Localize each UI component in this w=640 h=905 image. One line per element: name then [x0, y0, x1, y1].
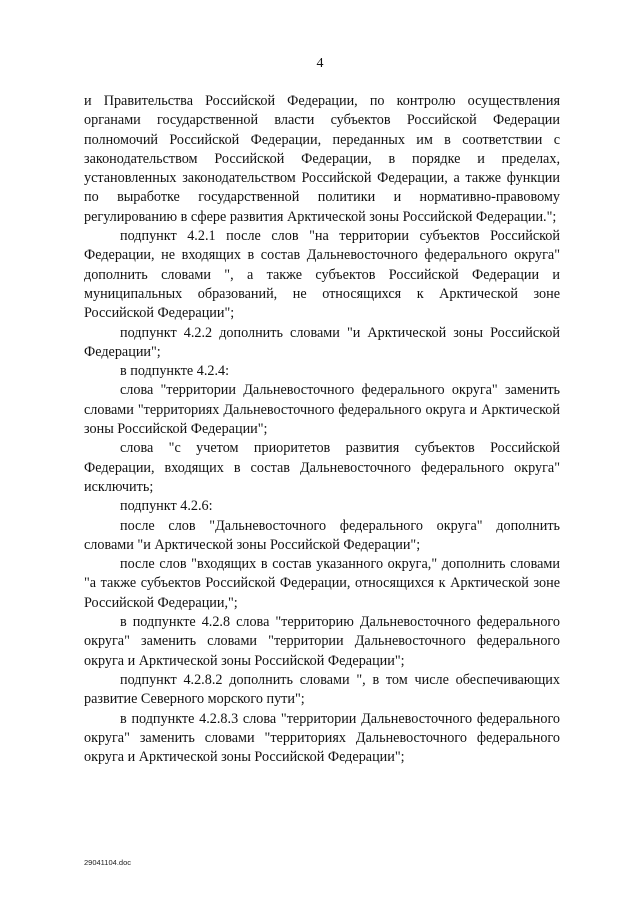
paragraph-4: в подпункте 4.2.4: [120, 363, 230, 380]
paragraph-10: в подпункте 4.2.8 слова "территорию Дальневосточного федерального округа" заменить словами "территории Дальневосточного федерального округа и Арктической зоны Российской Федерации"; [84, 614, 560, 669]
paragraph-6: слова "с учетом приоритетов развития субъектов Российской Федерации, входящих в состав Дальневосточного федерального округа" исключить; [84, 440, 560, 495]
page-number: 4 [316, 56, 324, 71]
paragraph-1: и Правительства Российской Федерации, по контролю осуществления органами государственной власти субъектов Российской Федерации полномочий Российской Федерации, переданных им в соответствии с законодательством Российской Федерации, в порядке и пределах, установленных законодательством Российской Федерации, а также функции по выработке государственной политики и нормативно-правовому регулированию в сфере развития Арктической зоны Российской Федерации."; [84, 93, 560, 225]
paragraph-8: после слов "Дальневосточного федерального округа" дополнить словами "и Арктической зоны Российской Федерации"; [84, 517, 560, 553]
paragraph-7: подпункт 4.2.6: [120, 498, 213, 515]
footer-filename: 29041104.doc [84, 858, 131, 867]
paragraph-2: подпункт 4.2.1 после слов "на территории субъектов Российской Федерации, не входящих в состав Дальневосточного федерального округа" дополнить словами ", а также субъектов Российской Федерации и муниципальных образований, не относящихся к Арктической зоне Российской Федерации"; [84, 228, 560, 322]
document-body [84, 92, 560, 767]
paragraph-12: в подпункте 4.2.8.3 слова "территории Дальневосточного федерального округа" заменить словами "территориях Дальневосточного федерального округа и Арктической зоны Российской Федерации"; [84, 710, 560, 766]
paragraph-9: после слов "входящих в состав указанного округа," дополнить словами "а также субъектов Российской Федерации, относящихся к Арктической зоне Российской Федерации,"; [84, 556, 560, 611]
paragraph-5: слова "территории Дальневосточного федерального округа" заменить словами "территориях Дальневосточного федерального округа и Арктической зоны Российской Федерации"; [84, 382, 560, 438]
paragraph-3: подпункт 4.2.2 дополнить словами "и Арктической зоны Российской Федерации"; [84, 324, 560, 360]
paragraph-11: подпункт 4.2.8.2 дополнить словами ", в том числе обеспечивающих развитие Северного морского пути"; [84, 671, 560, 708]
